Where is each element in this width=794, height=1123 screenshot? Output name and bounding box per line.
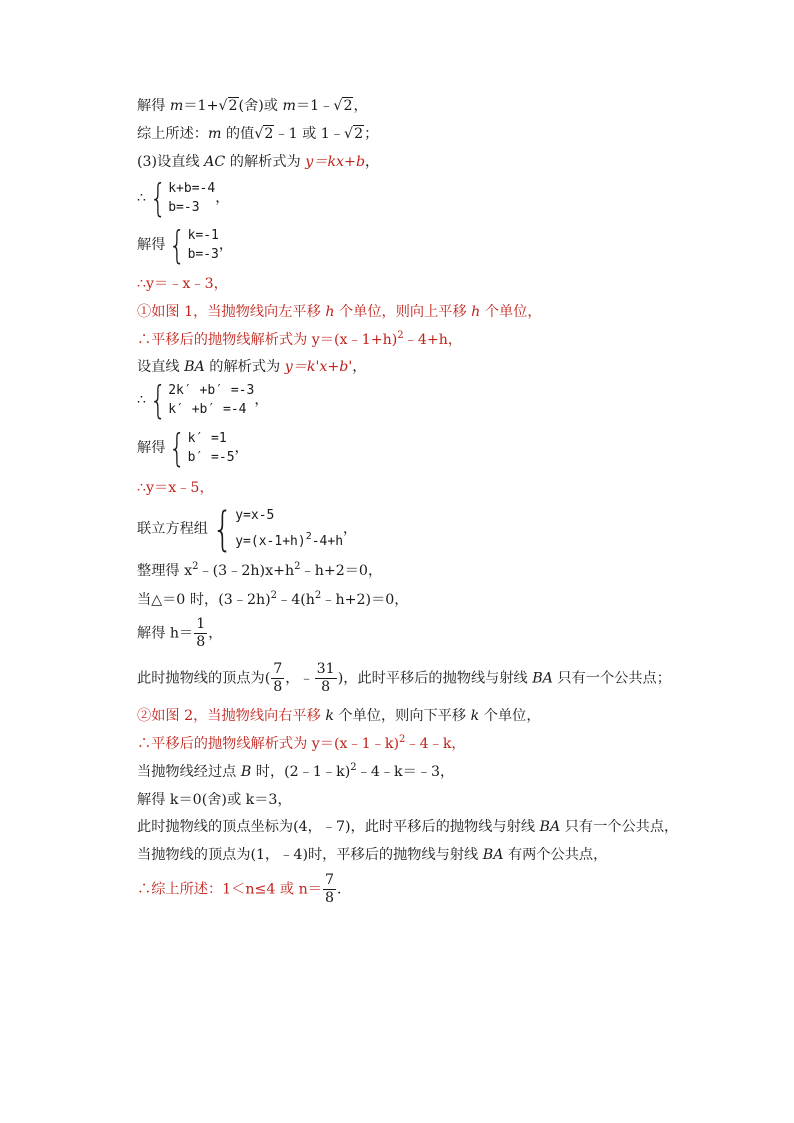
left-brace: { xyxy=(149,176,167,220)
solution-line-9: 设直线 BA 的解析式为 y＝k'x+b'， xyxy=(137,359,367,375)
case-2-heading: ②如图 2，当抛物线向右平移 k 个单位，则向下平移 k 个单位， xyxy=(137,708,541,724)
solution-line-22: 此时抛物线的顶点坐标为(4，﹣7)，此时平移后的抛物线与射线 BA 只有一个公共点， xyxy=(137,819,679,835)
solution-line-1: 解得 m＝1+√2(舍)或 m＝1﹣√2， xyxy=(137,98,368,114)
fraction: $\frac{7}{8}$ xyxy=(324,872,334,906)
solution-line-19: ∴平移后的抛物线解析式为 y＝(x﹣1﹣k)$^2$﹣4﹣k， xyxy=(137,734,466,752)
sqrt-expression: √2 xyxy=(344,126,364,142)
equation-system-4: 解得 { k′ =1 b′ =-5 ， xyxy=(137,426,249,470)
solution-line-17: 此时抛物线的顶点为( $\frac{7}{8}$ ，﹣ $\frac{31}{8}$ )，此时平移后的抛物线与射线 BA 只有一个公共点； xyxy=(137,661,671,695)
case-1-heading: ①如图 1，当抛物线向左平移 h 个单位，则向上平移 h 个单位， xyxy=(137,304,542,320)
solution-line-8: ∴平移后的抛物线解析式为 y＝(x﹣1+h)$^2$﹣4+h， xyxy=(137,330,463,348)
solution-line-2: 综上所述：m 的值√2﹣1 或 1﹣√2； xyxy=(137,126,379,142)
left-brace: { xyxy=(169,223,186,267)
solution-line-3: (3)设直线 AC 的解析式为 y＝kx+b， xyxy=(137,154,380,170)
solution-line-20: 当抛物线经过点 B 时，(2﹣1﹣k)$^2$﹣4﹣k＝﹣3， xyxy=(137,762,455,780)
equation-system-3: ∴ { 2k′ +b′ =-3 k′ +b′ =-4 ， xyxy=(137,378,269,422)
equation-system-1: ∴ { k+b=-4 b=-3 ， xyxy=(137,176,230,220)
sqrt-expression: √2 xyxy=(333,98,353,114)
solution-line-21: 解得 k＝0(舍)或 k＝3， xyxy=(137,792,292,808)
sqrt-expression: √2 xyxy=(254,126,274,142)
fraction: $\frac{7}{8}$ xyxy=(273,661,283,695)
solution-line-16: 解得 h＝ $\frac{1}{8}$ ， xyxy=(137,616,223,650)
left-brace: { xyxy=(149,378,167,422)
sqrt-expression: √2 xyxy=(218,98,238,114)
fraction: $\frac{1}{8}$ xyxy=(196,616,206,650)
left-brace: { xyxy=(169,426,186,470)
solution-line-15: 当△＝0 时，$(3﹣2h)^2﹣4(h^2﹣h+2)=0$， xyxy=(137,590,409,608)
solution-line-23: 当抛物线的顶点为(1，﹣4)时，平移后的抛物线与射线 BA 有两个公共点， xyxy=(137,847,608,863)
solution-line-12: ∴y＝x﹣5， xyxy=(137,480,214,496)
equation-system-5: 联立方程组 { y=x-5 $y=(x-1+h)^2-4+h$ ， xyxy=(137,502,358,556)
left-brace: { xyxy=(212,502,233,556)
solution-line-6: ∴y＝﹣x﹣3， xyxy=(137,276,228,292)
final-conclusion: ∴综上所述：1＜n≤4 或 n＝ $\frac{7}{8}$ ． xyxy=(137,872,352,906)
equation-system-2: 解得 { k=-1 b=-3 ， xyxy=(137,223,234,267)
fraction: $\frac{31}{8}$ xyxy=(316,661,335,695)
solution-line-14: 整理得 $x^2﹣(3﹣2h)x+h^2﹣h+2=0$， xyxy=(137,561,383,579)
